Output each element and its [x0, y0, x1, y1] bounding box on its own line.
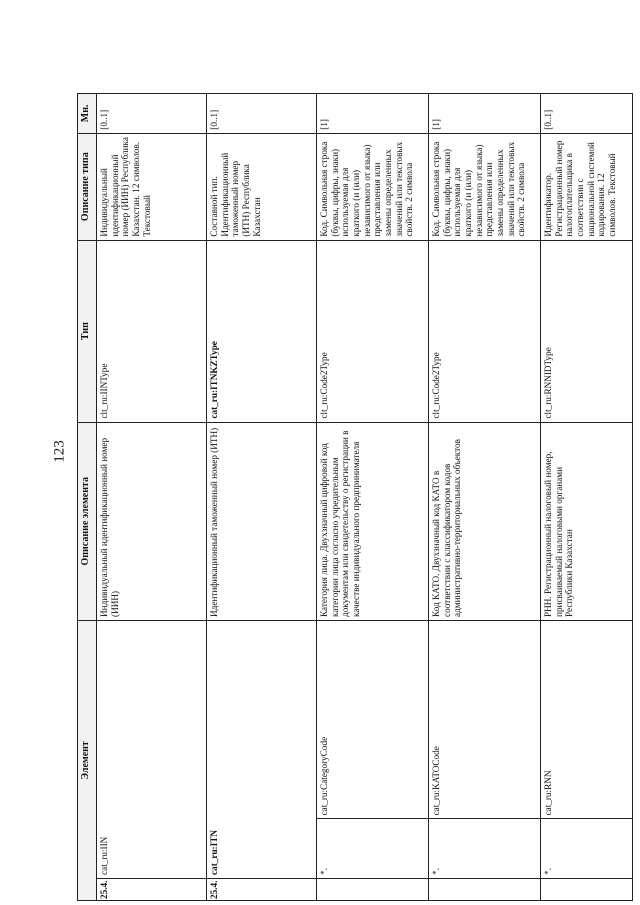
type-description: Составной тип. Идентификационный таможенный номер (ИТН) Республика Казахстан [207, 133, 317, 240]
row-marker: *. [429, 819, 541, 879]
multiplicity: [0..1] [207, 94, 317, 134]
row-marker: *. [541, 819, 633, 879]
element-description: РНН. Регистрационный налоговый номер, присваиваемый налоговыми органами Республики Казахстан [541, 422, 633, 620]
header-type: Тип [78, 240, 97, 422]
header-element: Элемент [78, 620, 97, 900]
element-type: clt_ru:IINType [97, 240, 207, 422]
element-type: clt_ru:Code2Type [317, 240, 429, 422]
table-row [429, 94, 541, 901]
table-row [541, 94, 633, 901]
element-type: clt_ru:RNNIDType [541, 240, 633, 422]
element-table [77, 93, 633, 901]
multiplicity: [0..1] [97, 94, 207, 134]
element-type: cat_ru:ITNKZType [207, 240, 317, 422]
row-marker: *. [317, 819, 429, 879]
element-type: clt_ru:Code2Type [429, 240, 541, 422]
type-description: Индивидуальный идентификационный номер (ИИН) Республика Казахстан. 12 символов. Текстовый [97, 133, 207, 240]
table-header-row [78, 94, 97, 901]
element-name: cat_ru:CategoryCode [317, 620, 429, 818]
element-description: Код КАТО. Двухзначный код КАТО в соответствии с классификатором кодов административно-территориальных объектов [429, 422, 541, 620]
row-number [317, 878, 429, 900]
multiplicity: [1] [317, 94, 429, 134]
multiplicity: [1] [429, 94, 541, 134]
table-row [207, 94, 317, 901]
type-description: Идентификатор. Регистрационный номер налогоплательщика в соответствии с национальной системой кодирования. 12 символов. Текстовый [541, 133, 633, 240]
row-number [429, 878, 541, 900]
element-description: Индивидуальный идентификационный номер (ИИН) [97, 422, 207, 620]
row-number: 25.4. [207, 878, 317, 900]
header-multiplicity: Мн. [78, 94, 97, 134]
header-element-description: Описание элемента [78, 422, 97, 620]
header-type-description: Описание типа [78, 133, 97, 240]
element-name: cat_ru:RNN [541, 620, 633, 818]
row-number: 25.4. [97, 878, 207, 900]
row-number [541, 878, 633, 900]
table-container [77, 93, 618, 901]
element-description: Идентификационный таможенный номер (ИТН) [207, 422, 317, 620]
multiplicity: [0..1] [541, 94, 633, 134]
element-name: cat_ru:KATOCode [429, 620, 541, 818]
type-description: Код. Символьная строка (буквы, цифры, знаки) используемая для краткого (и (или) независимого от языка) представления или замены определенных значений или текстовых свойств. 2 символа [429, 133, 541, 240]
element-name: cat_ru:IIN [97, 620, 207, 878]
page-number: 123 [51, 440, 68, 463]
table-row [97, 94, 207, 901]
element-name: cat_ru:ITN [207, 620, 317, 878]
type-description: Код. Символьная строка (буквы, цифры, знаки) используемая для краткого (и (или) независимого от языка) представления или замены определенных значений или текстовых свойств. 2 символа [317, 133, 429, 240]
table-row [317, 94, 429, 901]
element-description: Категория лица. Двухзначный цифровой код категории лица согласно учредительным документам или свидетельству о регистрации в качестве индивидуального предпринимателя [317, 422, 429, 620]
